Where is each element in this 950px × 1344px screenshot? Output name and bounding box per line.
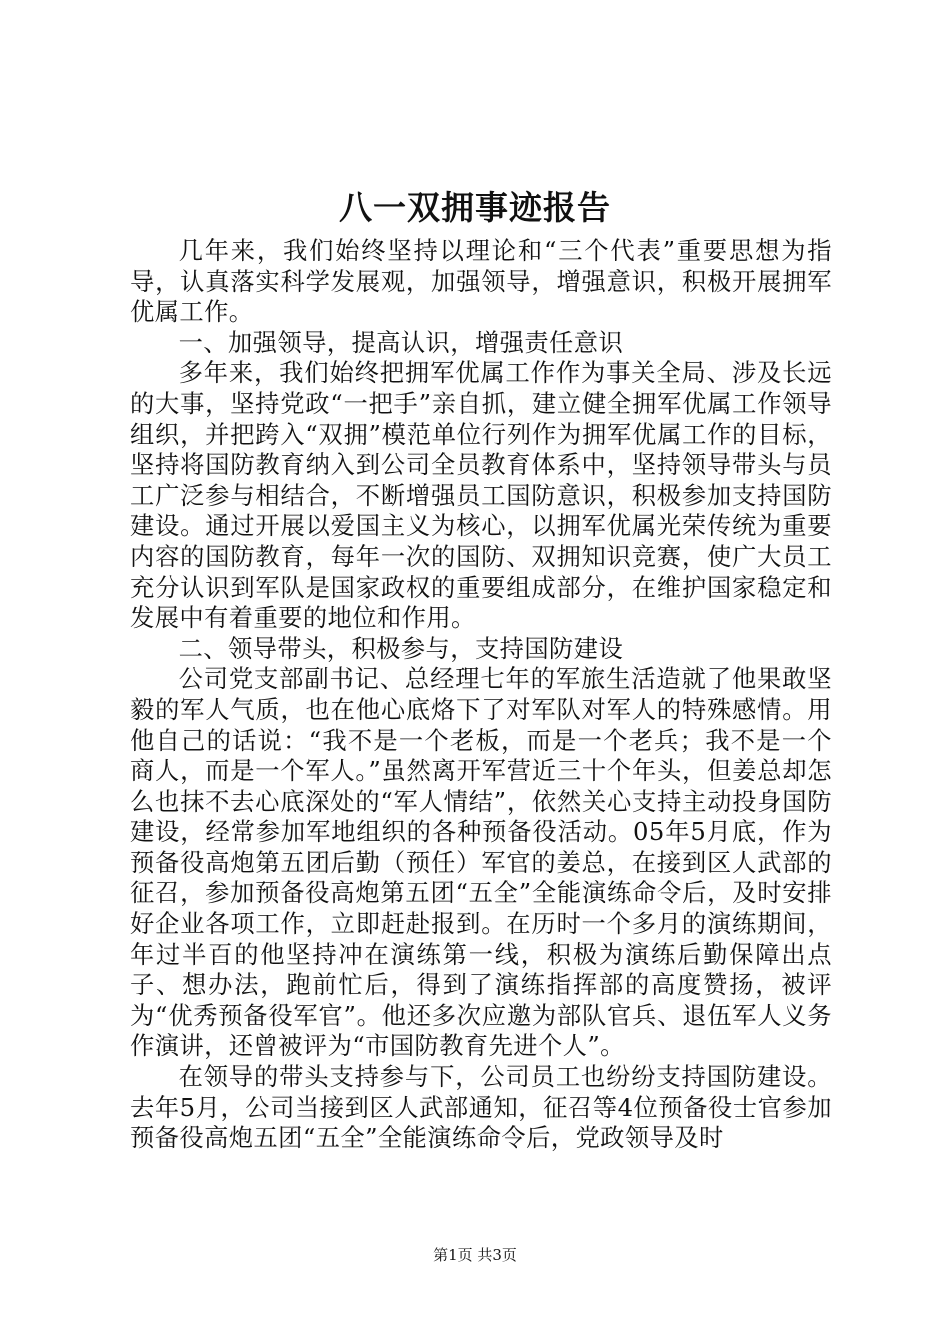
paragraph-section-2-continued: 在领导的带头支持参与下，公司员工也纷纷支持国防建设。去年5月，公司当接到区人武部通知，征召等4位预备役士官参加预备役高炮五团“五全”全能演练命令后，党政领导及时	[130, 1062, 832, 1153]
paragraph-section-1: 多年来，我们始终把拥军优属工作作为事关全局、涉及长远的大事，坚持党政“一把手”亲自抓，建立健全拥军优属工作领导组织，并把跨入“双拥”模范单位行列作为拥军优属工作的目标，坚持将国防教育纳入到公司全员教育体系中，坚持领导带头与员工广泛参与相结合，不断增强员工国防意识，积极参加支持国防建设。通过开展以爱国主义为核心，以拥军优属光荣传统为重要内容的国防教育，每年一次的国防、双拥知识竞赛，使广大员工充分认识到军队是国家政权的重要组成部分，在维护国家稳定和发展中有着重要的地位和作用。	[130, 358, 832, 633]
paragraph-section-2: 公司党支部副书记、总经理七年的军旅生活造就了他果敢坚毅的军人气质，也在他心底烙下了对军队对军人的特殊感情。用他自己的话说：“我不是一个老板，而是一个老兵；我不是一个商人，而是一个军人。”虽然离开军营近三十个年头，但姜总却怎么也抹不去心底深处的“军人情结”，依然关心支持主动投身国防建设，经常参加军地组织的各种预备役活动。05年5月底，作为预备役高炮第五团后勤（预任）军官的姜总，在接到区人武部的征召，参加预备役高炮第五团“五全”全能演练命令后，及时安排好企业各项工作，立即赶赴报到。在历时一个多月的演练期间，年过半百的他坚持冲在演练第一线，积极为演练后勤保障出点子、想办法，跑前忙后，得到了演练指挥部的高度赞扬，被评为“优秀预备役军官”。他还多次应邀为部队官兵、退伍军人义务作演讲，还曾被评为“市国防教育先进个人”。	[130, 664, 832, 1061]
document-body	[130, 236, 832, 1154]
page-footer: 第1页 共3页	[433, 1246, 517, 1264]
section-heading-2: 二、领导带头，积极参与，支持国防建设	[178, 633, 624, 663]
section-heading-1: 一、加强领导，提高认识，增强责任意识	[178, 327, 624, 357]
paragraph-intro: 几年来，我们始终坚持以理论和“三个代表”重要思想为指导，认真落实科学发展观，加强领导，增强意识，积极开展拥军优属工作。	[130, 236, 832, 327]
document-title: 八一双拥事迹报告	[339, 188, 611, 227]
